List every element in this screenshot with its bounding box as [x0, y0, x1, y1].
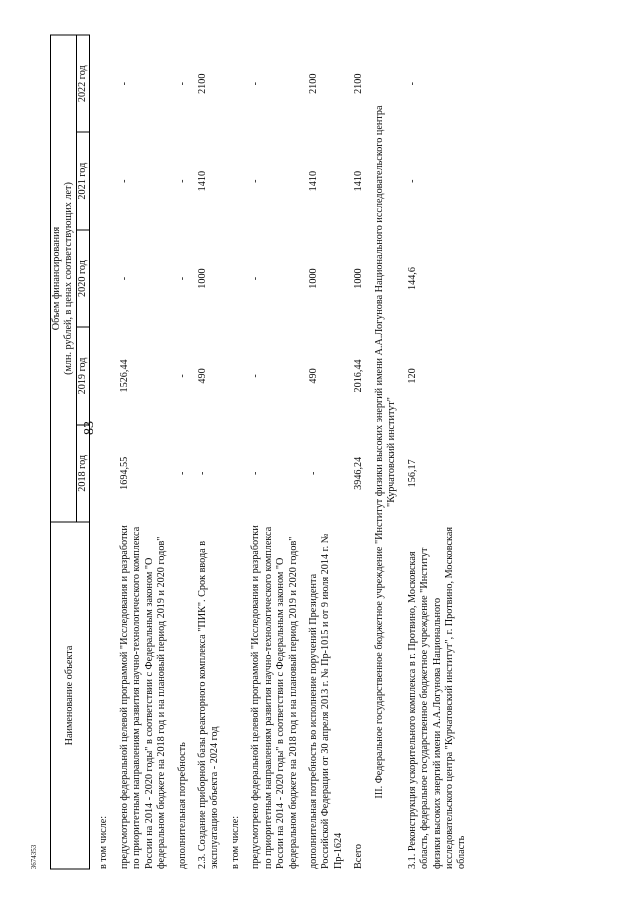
cell-value [230, 35, 242, 132]
cell-value: - [176, 276, 188, 281]
cell-value: 2016,44 [353, 359, 365, 393]
funding-header [51, 35, 77, 522]
funding-table [50, 35, 469, 870]
cell-value: - [308, 471, 319, 476]
year-header: 2019 год [76, 327, 89, 424]
object-name-header: Наименование объекта [51, 522, 90, 869]
table-row [197, 35, 222, 869]
row-name: в том числе: [229, 815, 241, 869]
table-row [119, 35, 169, 869]
year-header: 2020 год [76, 230, 89, 327]
cell-value: 1694,55 [118, 456, 130, 490]
cell-value: 3946,24 [353, 456, 365, 490]
cell-value: 2100 [353, 73, 365, 94]
cell-value: 1410 [353, 170, 365, 192]
cell-value: - [196, 471, 208, 476]
row-name: предусмотрено федеральной целевой программой "Исследования и разработки по приоритетным направлениям развития научно-технологического комплекса России на 2014 - 2020 годы" в соответствии с Федеральным законом "О федеральном бюджете на 2018 год и на плановый период 2019 и 2020 годов" [118, 525, 168, 869]
cell-value: - [176, 374, 188, 378]
table-row-total [353, 35, 365, 869]
table-row [177, 35, 189, 869]
cell-value: - [118, 179, 130, 183]
cell-value: - [250, 471, 262, 476]
page-number: 83 [82, 421, 97, 435]
funding-subtitle: (млн. рублей, в ценах соответствующих лет) [63, 182, 75, 375]
cell-value: - [406, 179, 418, 183]
table-row [407, 35, 469, 869]
document-id: 3674353 [30, 844, 38, 870]
funding-title: Объем финансирования [51, 226, 62, 331]
cell-value: 490 [308, 368, 319, 384]
cell-value: - [176, 82, 188, 86]
cell-value: - [176, 471, 188, 476]
row-name: 3.1. Реконструкция ускорительного комплекса в г. Протвино, Московская область, федеральное государственное бюджетное учреждение "Институт физики высоких энергий имени А.А.Логунова Национального исследовательского центра "Курчатовский институт", г. Протвино, Московская область [406, 526, 468, 869]
cell-value [98, 132, 110, 229]
row-name: в том числе: [98, 815, 110, 869]
cell-value: 490 [196, 368, 208, 384]
row-name: Всего [353, 844, 365, 869]
row-name: дополнительная потребность [176, 742, 188, 869]
year-header: 2021 год [76, 132, 89, 229]
cell-value: 144,6 [406, 267, 418, 290]
cell-value: - [250, 374, 262, 378]
cell-value: - [250, 179, 262, 183]
cell-value: - [118, 82, 130, 86]
cell-value [98, 230, 110, 327]
cell-value: 1410 [196, 170, 208, 192]
table-row [98, 35, 110, 869]
section-heading: III. Федеральное государственное бюджетное учреждение "Институт физики высоких энергий имени А.А.Логунова Национального исследовательского центра "Курчатовский институт" [373, 105, 398, 799]
cell-value: - [406, 82, 418, 86]
cell-value: - [250, 276, 262, 281]
section-heading-row [374, 35, 399, 869]
cell-value: - [176, 179, 188, 183]
table-row [230, 35, 242, 869]
rotated-page [50, 35, 590, 870]
year-header: 2022 год [76, 35, 89, 132]
cell-value: - [250, 82, 262, 86]
cell-value: 156,17 [406, 459, 418, 488]
cell-value [230, 425, 242, 522]
cell-value: 1410 [308, 170, 319, 192]
cell-value: 1000 [353, 268, 365, 289]
year-header: 2018 год [76, 425, 89, 522]
table-row [250, 35, 300, 869]
cell-value: - [118, 276, 130, 281]
cell-value [230, 230, 242, 327]
table-row [308, 35, 345, 869]
cell-value [98, 35, 110, 132]
row-name: предусмотрено федеральной целевой программой "Исследования и разработки по приоритетным направлениям развития научно-технологического комплекса России на 2014 - 2020 годы" в соответствии с Федеральным законом "О федеральном бюджете на 2018 год и на плановый период 2019 и 2020 годов" [250, 525, 299, 869]
cell-value: 1000 [308, 268, 319, 289]
cell-value: 1526,44 [118, 359, 130, 393]
row-name: дополнительная потребность во исполнение поручений Президента Российской Федерации от 30 апреля 2013 г. № Пр-1015 и от 9 июля 2014 г. № Пр-1624 [308, 533, 344, 869]
cell-value: 120 [406, 368, 418, 384]
cell-value: 1000 [196, 268, 208, 289]
cell-value [230, 327, 242, 424]
cell-value [230, 132, 242, 229]
cell-value: 2100 [308, 73, 319, 94]
cell-value [98, 425, 110, 522]
row-name: 2.3. Создание приборной базы реакторного комплекса "ПИК". Срок ввода в эксплуатацию объекта - 2024 год [196, 540, 221, 869]
cell-value: 2100 [196, 73, 208, 94]
cell-value [98, 327, 110, 424]
